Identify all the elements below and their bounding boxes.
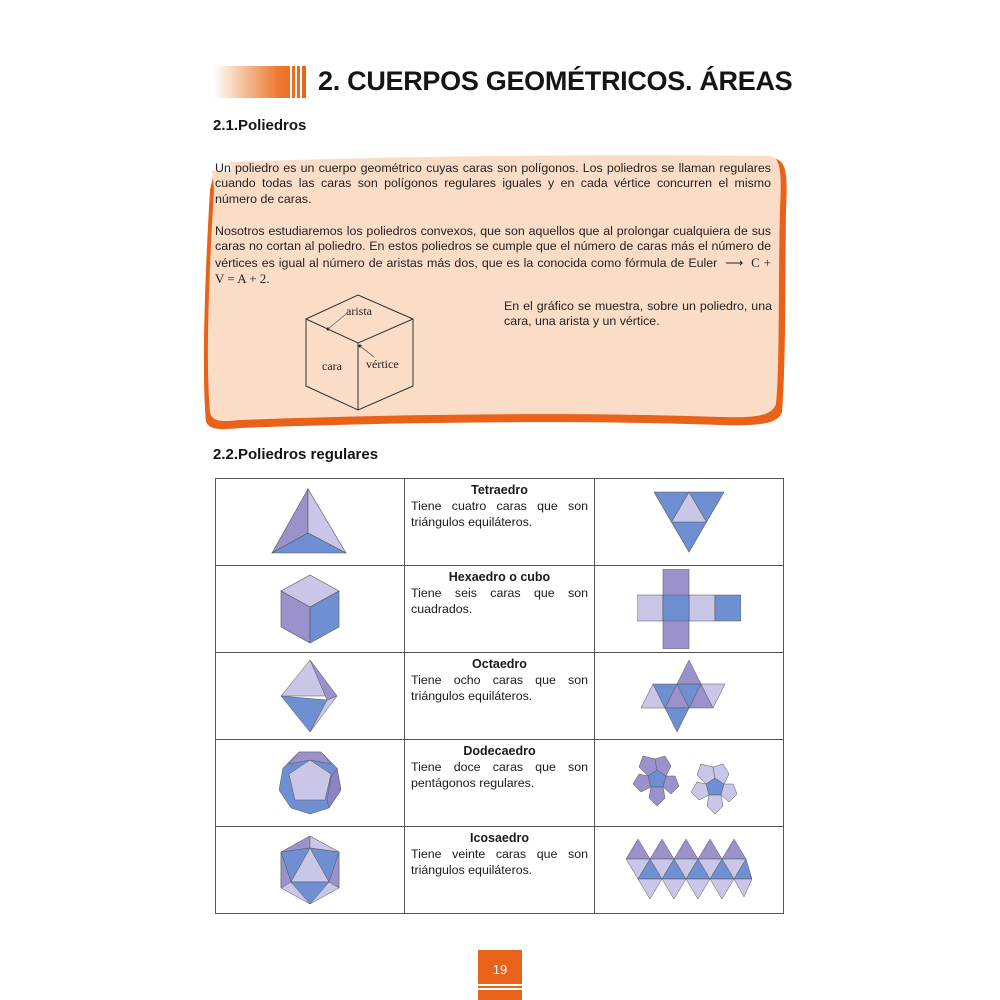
solid-cell: [216, 653, 405, 740]
polyhedron-name: Octaedro: [472, 657, 527, 671]
polyhedron-description: Tiene seis caras que son cuadrados.: [411, 586, 588, 616]
euler-formula: C + V = A + 2.: [215, 254, 771, 287]
description-cell: [405, 479, 595, 566]
arrow-right-icon: ⟶: [721, 255, 748, 270]
section-title-poliedros: 2.1.Poliedros: [213, 117, 307, 134]
tetrahedron-net-icon: [654, 490, 724, 554]
polyhedron-name: Hexaedro o cubo: [448, 570, 551, 584]
net-cell: [595, 827, 784, 914]
definition-note-box: [200, 150, 790, 430]
net-cell: [595, 566, 784, 653]
polyhedron-description: Tiene cuatro caras que son triángulos equiláteros.: [411, 499, 588, 529]
icosahedron-icon: [279, 834, 341, 906]
octahedron-icon: [279, 658, 341, 734]
tetrahedron-icon: [270, 487, 350, 557]
cube-diagram: [298, 290, 418, 420]
polyhedron-name: Icosaedro: [469, 831, 530, 845]
table-row: [216, 827, 784, 914]
page-number: 19: [492, 962, 508, 977]
regular-polyhedra-table: [215, 478, 784, 914]
euler-text: Nosotros estudiaremos los poliedros convexos, que son aquellos que al prolongar cualquiera de sus caras no cortan al poliedro. En estos poliedros se cumple que el número de caras más el número de vértices es igual al número de aristas más dos, que es la conocida como fórmula de Euler: [215, 224, 771, 270]
solid-cell: [216, 827, 405, 914]
euler-paragraph: [215, 224, 771, 288]
page-title: 2. CUERPOS GEOMÉTRICOS. ÁREAS: [318, 66, 793, 96]
section-title-poliedros-regulares: 2.2.Poliedros regulares: [213, 446, 379, 463]
description-cell: [405, 827, 595, 914]
title-decoration-bar: [213, 66, 306, 98]
polyhedron-description: Tiene ocho caras que son triángulos equiláteros.: [411, 673, 588, 703]
description-cell: [405, 740, 595, 827]
octahedron-net-icon: [641, 660, 737, 732]
net-cell: [595, 479, 784, 566]
solid-cell: [216, 566, 405, 653]
description-cell: [405, 566, 595, 653]
polyhedron-description: Tiene veinte caras que son triángulos equiláteros.: [411, 847, 588, 877]
dodecahedron-icon: [279, 750, 341, 816]
solid-cell: [216, 479, 405, 566]
page-number-badge: [478, 950, 522, 1000]
polyhedron-description: Tiene doce caras que son pentágonos regulares.: [411, 760, 588, 790]
vertex-label: vértice: [366, 357, 399, 371]
table-row: [216, 653, 784, 740]
polyhedron-name: Tetraedro: [471, 483, 528, 497]
poliedro-definition-text: Un poliedro es un cuerpo geométrico cuyas caras son polígonos. Los poliedros se llaman regulares cuando todas las caras son polígonos regulares iguales y en cada vértice concurren el mismo número de caras.: [215, 161, 771, 206]
edge-label: arista: [346, 304, 372, 318]
net-cell: [595, 740, 784, 827]
solid-cell: [216, 740, 405, 827]
net-cell: [595, 653, 784, 740]
cube-net-icon: [637, 569, 741, 649]
table-row: [216, 740, 784, 827]
cube-icon: [279, 573, 341, 645]
table-row: [216, 566, 784, 653]
figure-caption: En el gráfico se muestra, sobre un poliedro, una cara, una arista y un vértice.: [504, 299, 772, 329]
polyhedron-name: Dodecaedro: [463, 744, 536, 758]
face-label: cara: [322, 359, 342, 373]
dodecahedron-net-icon: [629, 752, 749, 814]
table-row: [216, 479, 784, 566]
description-cell: [405, 653, 595, 740]
icosahedron-net-icon: [626, 839, 752, 901]
